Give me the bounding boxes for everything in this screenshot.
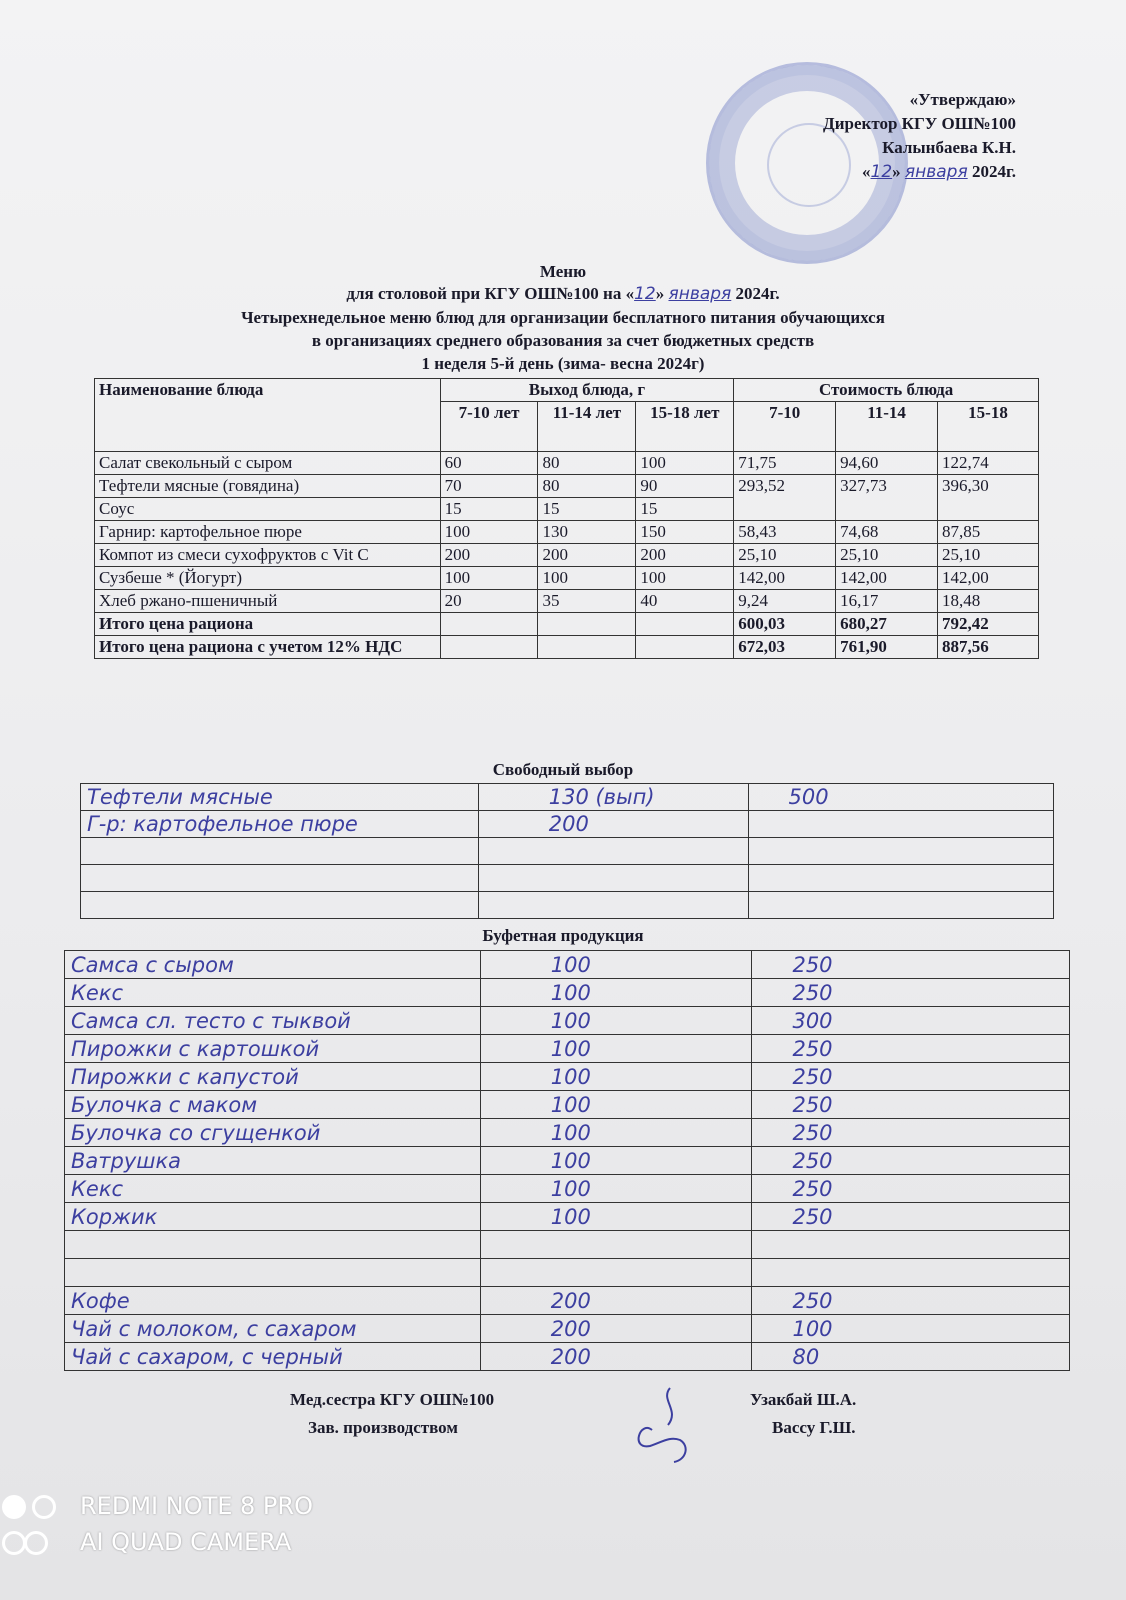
yield-value: 20: [440, 590, 538, 613]
item-weight: 100: [480, 1007, 752, 1035]
cost-age-2: 11-14: [836, 402, 938, 452]
approval-day: 12: [870, 162, 893, 182]
menu-date-prefix: для столовой при КГУ ОШ№100 на «: [346, 284, 635, 303]
item-name: Кекс: [65, 979, 481, 1007]
item-price: [748, 838, 1054, 865]
yield-age-1: 7-10 лет: [440, 402, 538, 452]
approval-block: [676, 88, 1016, 184]
item-price: 250: [752, 1035, 1070, 1063]
vat-total-row: [95, 636, 1039, 659]
item-weight: 200: [478, 811, 748, 838]
approval-date: «12» января 2024г.: [862, 162, 1016, 182]
item-weight: 100: [480, 1203, 752, 1231]
table-row: [95, 544, 1039, 567]
cost-value: 58,43: [734, 521, 836, 544]
item-name: Самса с сыром: [65, 951, 481, 979]
yield-value: 80: [538, 475, 636, 498]
item-weight: 100: [480, 951, 752, 979]
table-row: [95, 590, 1039, 613]
yield-value: 15: [440, 498, 538, 521]
buffet-table: [64, 950, 1070, 1371]
camera-watermark: [0, 1488, 313, 1560]
item-name: [65, 1259, 481, 1287]
item-price: 250: [752, 951, 1070, 979]
item-price: 250: [752, 1203, 1070, 1231]
menu-subtitle-2: в организациях среднего образования за счет бюджетных средств: [311, 331, 815, 350]
approval-month: января: [904, 162, 968, 182]
item-name: Кекс: [65, 1175, 481, 1203]
item-name: Чай с сахаром, с черный: [65, 1343, 481, 1371]
approval-line3: Калынбаева К.Н.: [882, 138, 1016, 157]
menu-date-year: 2024г.: [735, 284, 780, 303]
item-weight: [478, 838, 748, 865]
item-name: [65, 1231, 481, 1259]
menu-week-day: 1 неделя 5-й день (зима- весна 2024г): [421, 354, 705, 373]
table-row: [81, 865, 1054, 892]
item-weight: 100: [480, 1147, 752, 1175]
vat-total-value: 761,90: [836, 636, 938, 659]
item-name: Тефтели мясные: [81, 784, 479, 811]
item-price: 250: [752, 979, 1070, 1007]
dish-name: Салат свекольный с сыром: [95, 452, 441, 475]
item-name: Самса сл. тесто с тыквой: [65, 1007, 481, 1035]
cost-value: 71,75: [734, 452, 836, 475]
menu-date-day: 12: [634, 284, 656, 304]
yield-value: 80: [538, 452, 636, 475]
item-weight: 100: [480, 1035, 752, 1063]
vat-total-value: 887,56: [938, 636, 1039, 659]
cost-value: 16,17: [836, 590, 938, 613]
item-weight: [480, 1231, 752, 1259]
header-yield: Выход блюда, г: [440, 379, 734, 402]
header-dish-name: Наименование блюда: [95, 379, 441, 452]
table-row: [65, 1343, 1070, 1371]
item-weight: [480, 1259, 752, 1287]
cost-age-3: 15-18: [938, 402, 1039, 452]
table-row: [65, 1203, 1070, 1231]
item-name: Пирожки с картошкой: [65, 1035, 481, 1063]
cost-value: 18,48: [938, 590, 1039, 613]
yield-value: 150: [636, 521, 734, 544]
table-row: [81, 838, 1054, 865]
item-price: 250: [752, 1175, 1070, 1203]
approval-line2: Директор КГУ ОШ№100: [823, 114, 1016, 133]
cost-value: 142,00: [836, 567, 938, 590]
item-name: Кофе: [65, 1287, 481, 1315]
table-row: [65, 1063, 1070, 1091]
yield-value: 70: [440, 475, 538, 498]
yield-value: 200: [440, 544, 538, 567]
table-row: [65, 1147, 1070, 1175]
cost-value: 327,73: [836, 475, 938, 521]
dish-name: Тефтели мясные (говядина): [95, 475, 441, 498]
cost-value: 142,00: [734, 567, 836, 590]
cost-value: 293,52: [734, 475, 836, 521]
item-price: 250: [752, 1091, 1070, 1119]
item-name: [81, 892, 479, 919]
table-row: [95, 521, 1039, 544]
menu-subtitle: Четырехнедельное меню блюд для организации бесплатного питания обучающихся: [241, 308, 885, 327]
item-weight: [478, 865, 748, 892]
item-weight: 100: [480, 1175, 752, 1203]
item-name: Коржик: [65, 1203, 481, 1231]
item-price: 80: [752, 1343, 1070, 1371]
cost-value: 74,68: [836, 521, 938, 544]
nurse-name: Узакбай Ш.А.: [750, 1390, 857, 1409]
item-weight: 100: [480, 1119, 752, 1147]
total-value: 792,42: [938, 613, 1039, 636]
chef-label: Зав. производством: [308, 1418, 458, 1437]
item-price: [752, 1259, 1070, 1287]
item-price: 500: [748, 784, 1054, 811]
menu-header-row: [95, 379, 1039, 402]
item-weight: 130 (вып): [478, 784, 748, 811]
item-weight: 200: [480, 1343, 752, 1371]
cost-value: 9,24: [734, 590, 836, 613]
item-weight: 200: [480, 1315, 752, 1343]
yield-value: 100: [440, 521, 538, 544]
item-name: [81, 838, 479, 865]
dish-name: Сузбеше * (Йогурт): [95, 567, 441, 590]
watermark-camera: AI QUAD CAMERA: [80, 1528, 292, 1556]
yield-value: 100: [636, 567, 734, 590]
table-row: [65, 1287, 1070, 1315]
free-choice-table: [80, 783, 1054, 919]
cost-value: 87,85: [938, 521, 1039, 544]
total-value: 680,27: [836, 613, 938, 636]
menu-date-month: января: [668, 284, 732, 304]
vat-total-label: Итого цена рациона с учетом 12% НДС: [95, 636, 441, 659]
yield-value: 200: [636, 544, 734, 567]
header-cost: Стоимость блюда: [734, 379, 1039, 402]
camera-dots-icon: [0, 1491, 62, 1521]
yield-value: 35: [538, 590, 636, 613]
item-price: [748, 811, 1054, 838]
table-row: [65, 1259, 1070, 1287]
nurse-label: Мед.сестра КГУ ОШ№100: [290, 1390, 495, 1409]
menu-date-line: для столовой при КГУ ОШ№100 на «12» января 2024г.: [346, 284, 780, 304]
yield-value: 100: [636, 452, 734, 475]
chef-name: Вассу Г.Ш.: [772, 1418, 856, 1437]
table-row: [65, 1007, 1070, 1035]
cost-value: 94,60: [836, 452, 938, 475]
total-label: Итого цена рациона: [95, 613, 441, 636]
total-row: [95, 613, 1039, 636]
cost-value: 25,10: [734, 544, 836, 567]
yield-value: 200: [538, 544, 636, 567]
handwritten-signature: [600, 1380, 710, 1470]
item-name: Булочка со сгущенкой: [65, 1119, 481, 1147]
watermark-model: REDMI NOTE 8 PRO: [80, 1492, 313, 1520]
table-row: [95, 452, 1039, 475]
dish-name: Хлеб ржано-пшеничный: [95, 590, 441, 613]
item-price: 250: [752, 1119, 1070, 1147]
table-row: [81, 892, 1054, 919]
menu-title: Меню: [539, 262, 587, 281]
item-name: [81, 865, 479, 892]
table-row: [95, 567, 1039, 590]
table-row: [81, 811, 1054, 838]
yield-age-3: 15-18 лет: [636, 402, 734, 452]
item-weight: 200: [480, 1287, 752, 1315]
yield-value: 15: [636, 498, 734, 521]
vat-total-value: 672,03: [734, 636, 836, 659]
item-name: Пирожки с капустой: [65, 1063, 481, 1091]
cost-value: 396,30: [938, 475, 1039, 521]
yield-value: 100: [538, 567, 636, 590]
yield-value: 130: [538, 521, 636, 544]
approval-line1: «Утверждаю»: [909, 90, 1016, 109]
cost-value: 142,00: [938, 567, 1039, 590]
dish-name: Соус: [95, 498, 441, 521]
item-name: Г-р: картофельное пюре: [81, 811, 479, 838]
total-value: 600,03: [734, 613, 836, 636]
menu-table: [94, 378, 1039, 659]
item-price: 250: [752, 1063, 1070, 1091]
yield-value: 100: [440, 567, 538, 590]
approval-year: 2024г.: [971, 162, 1016, 181]
yield-value: 60: [440, 452, 538, 475]
table-row: [65, 1035, 1070, 1063]
item-weight: 100: [480, 979, 752, 1007]
yield-age-2: 11-14 лет: [538, 402, 636, 452]
item-price: 250: [752, 1147, 1070, 1175]
item-price: [748, 865, 1054, 892]
dish-name: Компот из смеси сухофруктов с Vit C: [95, 544, 441, 567]
cost-value: 25,10: [938, 544, 1039, 567]
item-name: Чай с молоком, с сахаром: [65, 1315, 481, 1343]
item-name: Булочка с маком: [65, 1091, 481, 1119]
table-row: [65, 979, 1070, 1007]
item-price: [752, 1231, 1070, 1259]
table-row: [81, 784, 1054, 811]
dish-name: Гарнир: картофельное пюре: [95, 521, 441, 544]
item-price: 100: [752, 1315, 1070, 1343]
yield-value: 15: [538, 498, 636, 521]
cost-age-1: 7-10: [734, 402, 836, 452]
item-price: [748, 892, 1054, 919]
yield-value: 90: [636, 475, 734, 498]
item-weight: 100: [480, 1063, 752, 1091]
item-price: 250: [752, 1287, 1070, 1315]
table-row: [65, 1315, 1070, 1343]
cost-value: 25,10: [836, 544, 938, 567]
camera-rings-icon: [0, 1527, 62, 1557]
table-row: [95, 475, 1039, 498]
table-row: [65, 1175, 1070, 1203]
yield-value: 40: [636, 590, 734, 613]
table-row: [65, 1231, 1070, 1259]
item-price: 300: [752, 1007, 1070, 1035]
table-row: [65, 1091, 1070, 1119]
free-choice-title: Свободный выбор: [492, 760, 634, 779]
item-weight: [478, 892, 748, 919]
item-weight: 100: [480, 1091, 752, 1119]
table-row: [65, 951, 1070, 979]
buffet-title: Буфетная продукция: [482, 926, 644, 945]
cost-value: 122,74: [938, 452, 1039, 475]
table-row: [65, 1119, 1070, 1147]
item-name: Ватрушка: [65, 1147, 481, 1175]
